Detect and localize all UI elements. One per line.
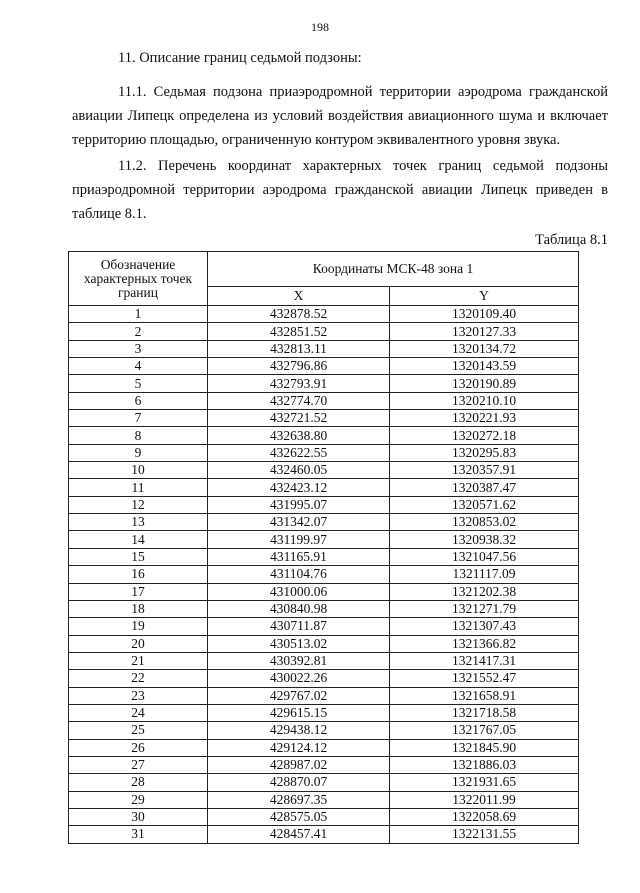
point-number: 25 bbox=[69, 722, 208, 739]
point-number: 12 bbox=[69, 496, 208, 513]
x-coordinate: 428575.05 bbox=[208, 808, 390, 825]
y-coordinate: 1322131.55 bbox=[390, 826, 579, 843]
y-coordinate: 1321886.03 bbox=[390, 756, 579, 773]
x-coordinate: 431342.07 bbox=[208, 514, 390, 531]
table-row bbox=[69, 670, 579, 687]
paragraph-11-2: 11.2. Перечень координат характерных точек границ седьмой подзоны приаэродромной территории аэродрома гражданской авиации Липецк приведен в таблице 8.1. bbox=[72, 158, 608, 222]
x-coordinate: 430840.98 bbox=[208, 600, 390, 617]
x-coordinate: 432622.55 bbox=[208, 444, 390, 461]
header-x: X bbox=[208, 287, 390, 306]
x-coordinate: 428457.41 bbox=[208, 826, 390, 843]
table-row bbox=[69, 756, 579, 773]
table-row bbox=[69, 358, 579, 375]
y-coordinate: 1320938.32 bbox=[390, 531, 579, 548]
y-coordinate: 1320387.47 bbox=[390, 479, 579, 496]
table-row bbox=[69, 774, 579, 791]
header-coordinates: Координаты МСК-48 зона 1 bbox=[208, 252, 579, 287]
x-coordinate: 432793.91 bbox=[208, 375, 390, 392]
x-coordinate: 432423.12 bbox=[208, 479, 390, 496]
point-number: 27 bbox=[69, 756, 208, 773]
x-coordinate: 431104.76 bbox=[208, 566, 390, 583]
y-coordinate: 1320221.93 bbox=[390, 410, 579, 427]
x-coordinate: 429615.15 bbox=[208, 704, 390, 721]
y-coordinate: 1320853.02 bbox=[390, 514, 579, 531]
header-y: Y bbox=[390, 287, 579, 306]
table-row bbox=[69, 548, 579, 565]
y-coordinate: 1320190.89 bbox=[390, 375, 579, 392]
header-points: Обозначение характерных точек границ bbox=[69, 252, 208, 306]
y-coordinate: 1321658.91 bbox=[390, 687, 579, 704]
y-coordinate: 1321845.90 bbox=[390, 739, 579, 756]
table-row bbox=[69, 479, 579, 496]
table-row bbox=[69, 722, 579, 739]
x-coordinate: 430022.26 bbox=[208, 670, 390, 687]
x-coordinate: 431199.97 bbox=[208, 531, 390, 548]
point-number: 15 bbox=[69, 548, 208, 565]
y-coordinate: 1321767.05 bbox=[390, 722, 579, 739]
x-coordinate: 432774.70 bbox=[208, 392, 390, 409]
table-row bbox=[69, 427, 579, 444]
x-coordinate: 432460.05 bbox=[208, 462, 390, 479]
page-number: 198 bbox=[311, 20, 329, 34]
table-row bbox=[69, 652, 579, 669]
y-coordinate: 1321417.31 bbox=[390, 652, 579, 669]
x-coordinate: 432878.52 bbox=[208, 306, 390, 323]
point-number: 1 bbox=[69, 306, 208, 323]
table-row bbox=[69, 600, 579, 617]
y-coordinate: 1322058.69 bbox=[390, 808, 579, 825]
y-coordinate: 1322011.99 bbox=[390, 791, 579, 808]
x-coordinate: 430392.81 bbox=[208, 652, 390, 669]
y-coordinate: 1321117.09 bbox=[390, 566, 579, 583]
x-coordinate: 429124.12 bbox=[208, 739, 390, 756]
y-coordinate: 1320295.83 bbox=[390, 444, 579, 461]
para-number: 11.2. bbox=[118, 158, 147, 174]
point-number: 18 bbox=[69, 600, 208, 617]
x-coordinate: 428870.07 bbox=[208, 774, 390, 791]
x-coordinate: 432851.52 bbox=[208, 323, 390, 340]
point-number: 29 bbox=[69, 791, 208, 808]
x-coordinate: 429438.12 bbox=[208, 722, 390, 739]
table-row bbox=[69, 323, 579, 340]
point-number: 13 bbox=[69, 514, 208, 531]
point-number: 8 bbox=[69, 427, 208, 444]
y-coordinate: 1320357.91 bbox=[390, 462, 579, 479]
x-coordinate: 431165.91 bbox=[208, 548, 390, 565]
x-coordinate: 432813.11 bbox=[208, 340, 390, 357]
point-number: 6 bbox=[69, 392, 208, 409]
table-row bbox=[69, 739, 579, 756]
point-number: 2 bbox=[69, 323, 208, 340]
point-number: 3 bbox=[69, 340, 208, 357]
point-number: 24 bbox=[69, 704, 208, 721]
y-coordinate: 1321718.58 bbox=[390, 704, 579, 721]
point-number: 22 bbox=[69, 670, 208, 687]
y-coordinate: 1320272.18 bbox=[390, 427, 579, 444]
point-number: 14 bbox=[69, 531, 208, 548]
point-number: 9 bbox=[69, 444, 208, 461]
coordinates-table bbox=[68, 251, 579, 844]
y-coordinate: 1320127.33 bbox=[390, 323, 579, 340]
table-row bbox=[69, 566, 579, 583]
point-number: 17 bbox=[69, 583, 208, 600]
table-row bbox=[69, 826, 579, 843]
x-coordinate: 432796.86 bbox=[208, 358, 390, 375]
table-row bbox=[69, 340, 579, 357]
table-row bbox=[69, 375, 579, 392]
point-number: 7 bbox=[69, 410, 208, 427]
x-coordinate: 432638.80 bbox=[208, 427, 390, 444]
point-number: 23 bbox=[69, 687, 208, 704]
table-row bbox=[69, 496, 579, 513]
table-caption: Таблица 8.1 bbox=[535, 232, 608, 248]
point-number: 30 bbox=[69, 808, 208, 825]
point-number: 19 bbox=[69, 618, 208, 635]
section-heading: 11. Описание границ седьмой подзоны: bbox=[118, 50, 362, 66]
x-coordinate: 430513.02 bbox=[208, 635, 390, 652]
table-row bbox=[69, 618, 579, 635]
point-number: 10 bbox=[69, 462, 208, 479]
paragraph-11-1: 11.1. Седьмая подзона приаэродромной территории аэродрома гражданской авиации Липецк определена из условий воздействия авиационного шума и включает территорию площадью, ограниченную контуром эквивалентного уровня звука. bbox=[72, 84, 608, 148]
point-number: 26 bbox=[69, 739, 208, 756]
y-coordinate: 1321366.82 bbox=[390, 635, 579, 652]
table-row bbox=[69, 808, 579, 825]
table-row bbox=[69, 531, 579, 548]
x-coordinate: 432721.52 bbox=[208, 410, 390, 427]
table-row bbox=[69, 704, 579, 721]
y-coordinate: 1321271.79 bbox=[390, 600, 579, 617]
point-number: 11 bbox=[69, 479, 208, 496]
table-row bbox=[69, 687, 579, 704]
x-coordinate: 431995.07 bbox=[208, 496, 390, 513]
point-number: 4 bbox=[69, 358, 208, 375]
table-row bbox=[69, 392, 579, 409]
para-number: 11.1. bbox=[118, 84, 147, 100]
point-number: 16 bbox=[69, 566, 208, 583]
x-coordinate: 428987.02 bbox=[208, 756, 390, 773]
table-row bbox=[69, 462, 579, 479]
y-coordinate: 1321047.56 bbox=[390, 548, 579, 565]
point-number: 28 bbox=[69, 774, 208, 791]
table-row bbox=[69, 791, 579, 808]
y-coordinate: 1320134.72 bbox=[390, 340, 579, 357]
y-coordinate: 1321552.47 bbox=[390, 670, 579, 687]
point-number: 21 bbox=[69, 652, 208, 669]
point-number: 20 bbox=[69, 635, 208, 652]
table-row bbox=[69, 514, 579, 531]
table-row bbox=[69, 306, 579, 323]
y-coordinate: 1321202.38 bbox=[390, 583, 579, 600]
table-row bbox=[69, 635, 579, 652]
table-body bbox=[69, 306, 579, 844]
x-coordinate: 430711.87 bbox=[208, 618, 390, 635]
table-row bbox=[69, 410, 579, 427]
x-coordinate: 431000.06 bbox=[208, 583, 390, 600]
y-coordinate: 1320143.59 bbox=[390, 358, 579, 375]
x-coordinate: 428697.35 bbox=[208, 791, 390, 808]
x-coordinate: 429767.02 bbox=[208, 687, 390, 704]
point-number: 5 bbox=[69, 375, 208, 392]
y-coordinate: 1320571.62 bbox=[390, 496, 579, 513]
point-number: 31 bbox=[69, 826, 208, 843]
y-coordinate: 1320109.40 bbox=[390, 306, 579, 323]
table-row bbox=[69, 444, 579, 461]
y-coordinate: 1321307.43 bbox=[390, 618, 579, 635]
table-row bbox=[69, 583, 579, 600]
y-coordinate: 1321931.65 bbox=[390, 774, 579, 791]
y-coordinate: 1320210.10 bbox=[390, 392, 579, 409]
